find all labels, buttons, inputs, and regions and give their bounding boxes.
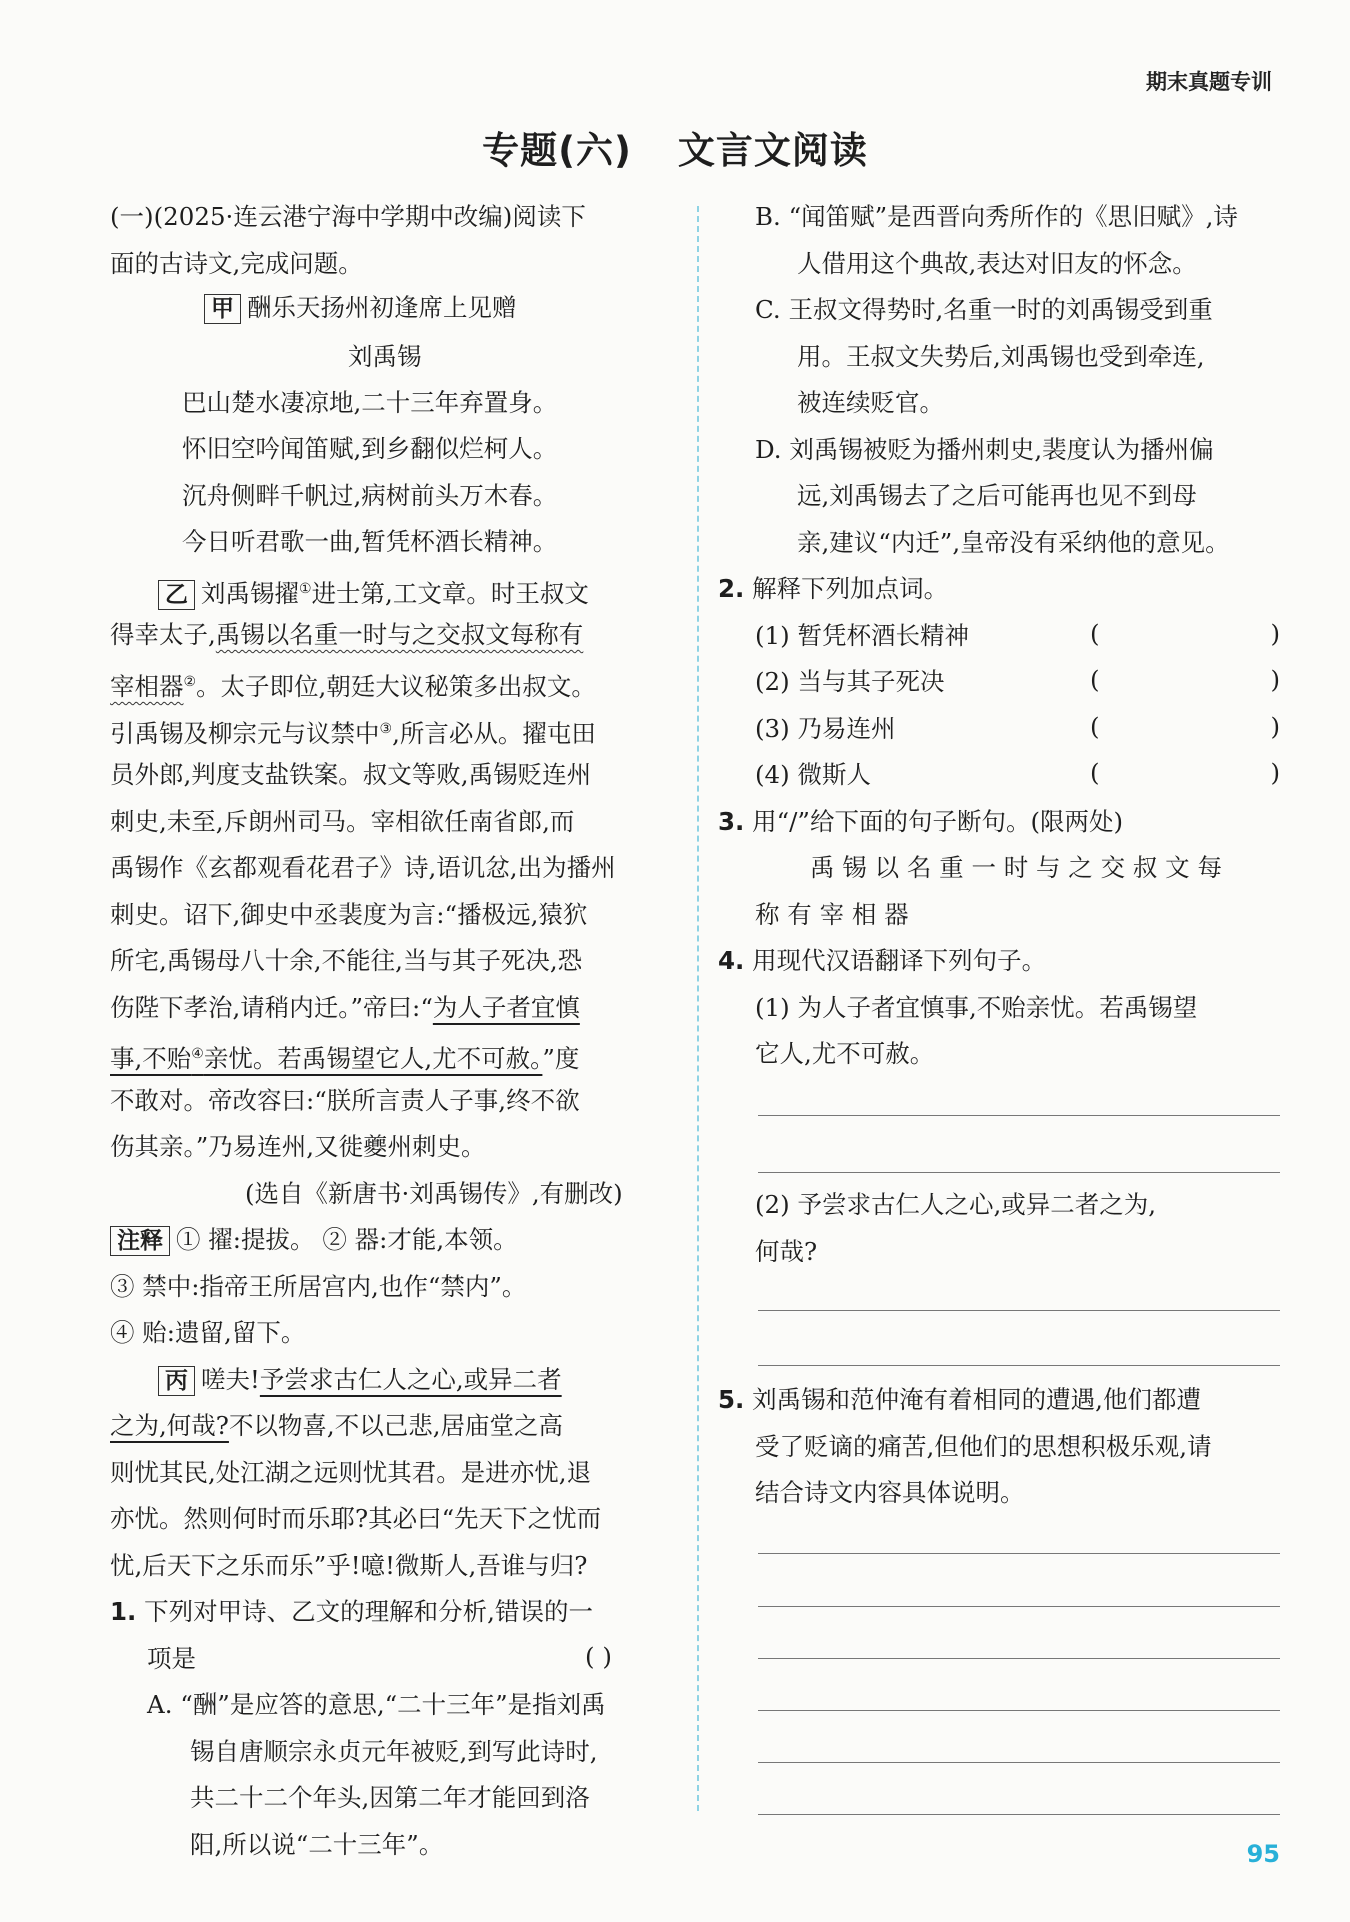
yi-tag: 乙 xyxy=(158,580,195,610)
question-number: 1. xyxy=(110,1597,137,1626)
answer-line[interactable] xyxy=(758,1762,1280,1763)
note-line-2: ③ 禁中:指帝王所居宫内,也作“禁内”。 xyxy=(110,1272,527,1301)
section-tag: 期末真题专训 xyxy=(1146,70,1272,94)
answer-line[interactable] xyxy=(758,1115,1280,1116)
yi-text: 事,不贻 xyxy=(110,1044,192,1074)
bing-text: 嗟夫! xyxy=(201,1365,260,1394)
poem-line: 沉舟侧畔千帆过,病树前头万木春。 xyxy=(182,481,558,510)
question-5-line: 受了贬谪的痛苦,但他们的思想积极乐观,请 xyxy=(755,1432,1212,1461)
option-a: A. “酬”是应答的意思,“二十三年”是指刘禹 xyxy=(147,1690,606,1719)
note-ref-2: ② xyxy=(183,674,197,690)
yi-line: 禹锡作《玄都观看花君子》诗,语讥忿,出为播州 xyxy=(110,853,616,882)
yi-text: ”度 xyxy=(542,1044,580,1074)
page-number: 95 xyxy=(1246,1840,1280,1868)
note-line-3: ④ 贻:遗留,留下。 xyxy=(110,1318,306,1347)
yi-line-13: 伤其亲。”乃易连州,又徙夔州刺史。 xyxy=(110,1132,486,1161)
note-ref-1: ① xyxy=(299,581,312,597)
q2-item-2: (2) 当与其子死决 xyxy=(755,667,945,696)
yi-line-10 xyxy=(110,991,580,1025)
question-number: 4. xyxy=(718,946,745,975)
answer-bracket[interactable]: ( ) xyxy=(1090,712,1280,741)
underlined-sentence: 之为,何哉? xyxy=(110,1411,229,1440)
question-2 xyxy=(718,572,948,606)
note-tag: 注释 xyxy=(110,1226,170,1256)
question-1-line-2: 项是 xyxy=(147,1644,196,1673)
question-number: 3. xyxy=(718,807,745,836)
question-3 xyxy=(718,805,1123,839)
poem-tag: 甲 xyxy=(204,294,241,324)
answer-line[interactable] xyxy=(758,1658,1280,1659)
note-ref-3: ③ xyxy=(379,721,393,737)
option-c-line: 被连续贬官。 xyxy=(797,388,944,417)
answer-line[interactable] xyxy=(758,1606,1280,1607)
question-4 xyxy=(718,944,1046,978)
note-text: ① 擢:提拔。 ② 器:才能,本领。 xyxy=(176,1225,518,1254)
underlined-sentence: 为人子者宜慎 xyxy=(432,993,580,1022)
q4-item-2-line-2: 何哉? xyxy=(755,1237,818,1266)
title-subject: 文言文阅读 xyxy=(677,129,868,172)
title-topic: 专题(六) xyxy=(482,129,632,172)
option-d: D. 刘禹锡被贬为播州刺史,裴度认为播州偏 xyxy=(755,435,1214,464)
option-a-line: 阳,所以说“二十三年”。 xyxy=(190,1830,444,1859)
bing-line: 忧,后天下之乐而乐”乎!噫!微斯人,吾谁与归? xyxy=(110,1551,588,1580)
q4-item-1: (1) 为人子者宜慎事,不贻亲忧。若禹锡望 xyxy=(755,993,1198,1022)
column-divider xyxy=(697,206,699,1811)
q3-sentence-line-2[interactable]: 称 有 宰 相 器 xyxy=(755,900,909,929)
q3-sentence-line-1[interactable]: 禹 锡 以 名 重 一 时 与 之 交 叔 文 每 xyxy=(810,853,1222,882)
yi-line: 刺史,未至,斥朗州司马。宰相欲任南省郎,而 xyxy=(110,807,575,836)
yi-line: 员外郎,判度支盐铁案。叔文等败,禹锡贬连州 xyxy=(110,760,592,789)
poem-author: 刘禹锡 xyxy=(348,342,422,371)
answer-line[interactable] xyxy=(758,1710,1280,1711)
note-line-1 xyxy=(110,1223,518,1257)
yi-line-3 xyxy=(110,665,596,704)
poem-title xyxy=(204,291,517,325)
option-d-line: 远,刘禹锡去了之后可能再也见不到母 xyxy=(797,481,1197,510)
question-number: 2. xyxy=(718,574,745,603)
note-ref-4: ④ xyxy=(191,1046,204,1062)
q4-item-1-line-2: 它人,尤不可赦。 xyxy=(755,1039,935,1068)
poem-title-text: 酬乐天扬州初逢席上见赠 xyxy=(247,293,517,322)
question-text: 下列对甲诗、乙文的理解和分析,错误的一 xyxy=(144,1597,593,1626)
yi-line-1 xyxy=(158,572,589,611)
question-5 xyxy=(718,1383,1201,1417)
option-a-line: 共二十二个年头,因第二年才能回到洛 xyxy=(190,1783,590,1812)
option-c-line: 用。王叔文失势后,刘禹锡也受到牵连, xyxy=(797,342,1205,371)
option-c: C. 王叔文得势时,名重一时的刘禹锡受到重 xyxy=(755,295,1213,324)
yi-text: 引禹锡及柳宗元与议禁中 xyxy=(110,719,380,749)
underlined-sentence: 予尝求古仁人之心,或异二者 xyxy=(259,1365,562,1394)
yi-text: 进士第,工文章。时王叔文 xyxy=(311,579,589,609)
source-citation: (选自《新唐书·刘禹锡传》,有删改) xyxy=(245,1179,623,1208)
bing-tag: 丙 xyxy=(158,1366,195,1396)
question-text: 用“/”给下面的句子断句。(限两处) xyxy=(752,807,1124,836)
q4-item-2: (2) 予尝求古仁人之心,或异二者之为, xyxy=(755,1190,1157,1219)
answer-bracket[interactable]: ( ) xyxy=(585,1642,612,1671)
answer-line[interactable] xyxy=(758,1553,1280,1554)
question-text: 解释下列加点词。 xyxy=(752,574,949,603)
answer-bracket[interactable]: ( ) xyxy=(1090,665,1280,694)
yi-line-4 xyxy=(110,712,596,751)
question-number: 5. xyxy=(718,1385,745,1414)
yi-line-12: 不敢对。帝改容曰:“朕所言责人子事,终不欲 xyxy=(110,1086,580,1115)
q2-item-3: (3) 乃易连州 xyxy=(755,714,896,743)
answer-line[interactable] xyxy=(758,1814,1280,1815)
bing-line: 亦忧。然则何时而乐耶?其必曰“先天下之忧而 xyxy=(110,1504,602,1533)
page-title xyxy=(0,120,1350,174)
underlined-sentence xyxy=(110,1044,542,1073)
yi-line-11 xyxy=(110,1037,579,1076)
poem-line: 怀旧空吟闻笛赋,到乡翻似烂柯人。 xyxy=(182,434,558,463)
answer-line[interactable] xyxy=(758,1365,1280,1366)
question-text: 刘禹锡和范仲淹有着相同的遭遇,他们都遭 xyxy=(752,1385,1201,1414)
option-d-line: 亲,建议“内迁”,皇帝没有采纳他的意见。 xyxy=(797,528,1230,557)
poem-line: 今日听君歌一曲,暂凭杯酒长精神。 xyxy=(182,527,558,556)
answer-bracket[interactable]: ( ) xyxy=(1090,758,1280,787)
yi-text: 得幸太子, xyxy=(110,620,216,649)
question-1 xyxy=(110,1595,593,1629)
wavy-sentence: 宰相器 xyxy=(110,672,184,702)
answer-line[interactable] xyxy=(758,1172,1280,1173)
option-b: B. “闻笛赋”是西晋向秀所作的《思旧赋》,诗 xyxy=(755,202,1238,231)
yi-text: 伤陛下孝治,请稍内迁。”帝曰:“ xyxy=(110,993,433,1022)
option-a-line: 锡自唐顺宗永贞元年被贬,到写此诗时, xyxy=(190,1737,598,1766)
wavy-sentence: 禹锡以名重一时与之交叔文每称有 xyxy=(215,620,584,649)
yi-text: 。太子即位,朝廷大议秘策多出叔文。 xyxy=(196,672,596,702)
poem-line: 巴山楚水凄凉地,二十三年弃置身。 xyxy=(182,388,558,417)
intro-line-2: 面的古诗文,完成问题。 xyxy=(110,249,363,278)
yi-text: 亲忧。若禹锡望它人,尤不可赦。 xyxy=(203,1044,543,1074)
answer-line[interactable] xyxy=(758,1310,1280,1311)
option-b-line: 人借用这个典故,表达对旧友的怀念。 xyxy=(797,249,1197,278)
yi-text: 刘禹锡擢 xyxy=(201,579,299,609)
bing-text: 不以物喜,不以己悲,居庙堂之高 xyxy=(228,1411,564,1440)
bing-line-1 xyxy=(158,1363,562,1397)
answer-bracket[interactable]: ( ) xyxy=(1090,619,1280,648)
intro-line-1: (一)(2025·连云港宁海中学期中改编)阅读下 xyxy=(110,202,586,231)
question-5-line: 结合诗文内容具体说明。 xyxy=(755,1478,1025,1507)
question-text: 用现代汉语翻译下列句子。 xyxy=(752,946,1047,975)
bing-line: 则忧其民,处江湖之远则忧其君。是进亦忧,退 xyxy=(110,1458,592,1487)
q2-item-1: (1) 暂凭杯酒长精神 xyxy=(755,621,969,650)
yi-line-2 xyxy=(110,618,583,652)
yi-text: ,所言必从。擢屯田 xyxy=(392,719,596,749)
q2-item-4: (4) 微斯人 xyxy=(755,760,871,789)
yi-line: 所宅,禹锡母八十余,不能往,当与其子死决,恐 xyxy=(110,946,583,975)
yi-line: 刺史。诏下,御史中丞裴度为言:“播极远,猿狖 xyxy=(110,900,588,929)
bing-line-2 xyxy=(110,1409,563,1443)
